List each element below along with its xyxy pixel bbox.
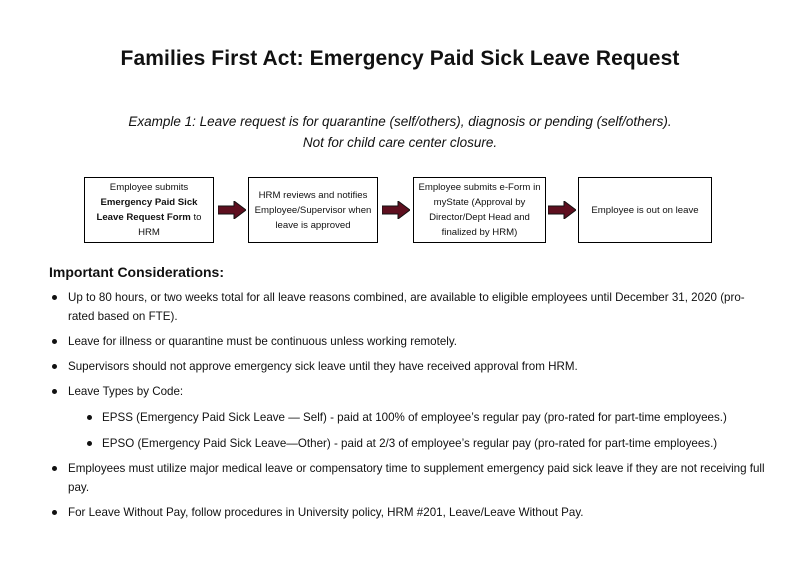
list-item: Supervisors should not approve emergency sick leave until they have received approval from HRM. [49, 357, 769, 376]
flow-step-1-post: to HRM [138, 212, 202, 238]
considerations-list [49, 282, 769, 522]
flow-step-2-text: HRM reviews and notifies Employee/Supervisor when leave is approved [254, 189, 372, 231]
flow-step-3-text: Employee submits e-Form in myState (Approval by Director/Dept Head and finalized by HRM) [418, 182, 541, 238]
page-title: Families First Act: Emergency Paid Sick Leave Request [120, 47, 680, 70]
leave-type-item: EPSS (Emergency Paid Sick Leave — Self) - paid at 100% of employee’s regular pay (pro-rated for part-time employees.) [68, 408, 769, 427]
list-item: Leave Types by Code: EPSS (Emergency Paid Sick Leave — Self) - paid at 100% of employee’s regular pay (pro-rated for part-time employees.) EPSO (Emergency Paid Sick Leave—Other) - paid at 2/3 of employee’s regular pay (pro-rated for part-time employees.) [49, 382, 769, 453]
flow-step-submit-eform [413, 177, 546, 243]
flow-step-on-leave [578, 177, 712, 243]
example-line-1: Example 1: Leave request is for quarantine (self/others), diagnosis or pending (self/others). [128, 114, 672, 129]
leave-types-list [68, 408, 769, 453]
leave-type-item: EPSO (Emergency Paid Sick Leave—Other) - paid at 2/3 of employee’s regular pay (pro-rated for part-time employees.) [68, 434, 769, 453]
example-line-2: Not for child care center closure. [302, 135, 498, 150]
list-item: Up to 80 hours, or two weeks total for all leave reasons combined, are available to eligible employees until December 31, 2020 (pro-rated based on FTE). [49, 288, 769, 326]
flow-step-hrm-review [248, 177, 378, 243]
example-note [0, 111, 800, 153]
considerations-heading: Important Considerations: [49, 264, 225, 280]
flow-step-1-pre: Employee submits [109, 182, 189, 193]
list-item: Leave for illness or quarantine must be continuous unless working remotely. [49, 332, 769, 351]
flow-arrow-1-icon [218, 201, 246, 219]
flow-arrow-3-icon [548, 201, 576, 219]
list-item: Employees must utilize major medical leave or compensatory time to supplement emergency paid sick leave if they are not receiving full pay. [49, 459, 769, 497]
list-item: For Leave Without Pay, follow procedures in University policy, HRM #201, Leave/Leave Without Pay. [49, 503, 769, 522]
flow-arrow-2-icon [382, 201, 410, 219]
flow-step-4-text: Employee is out on leave [591, 204, 699, 216]
flow-step-submit-request [84, 177, 214, 243]
flow-step-1-bold: Emergency Paid Sick Leave Request Form [96, 197, 198, 223]
